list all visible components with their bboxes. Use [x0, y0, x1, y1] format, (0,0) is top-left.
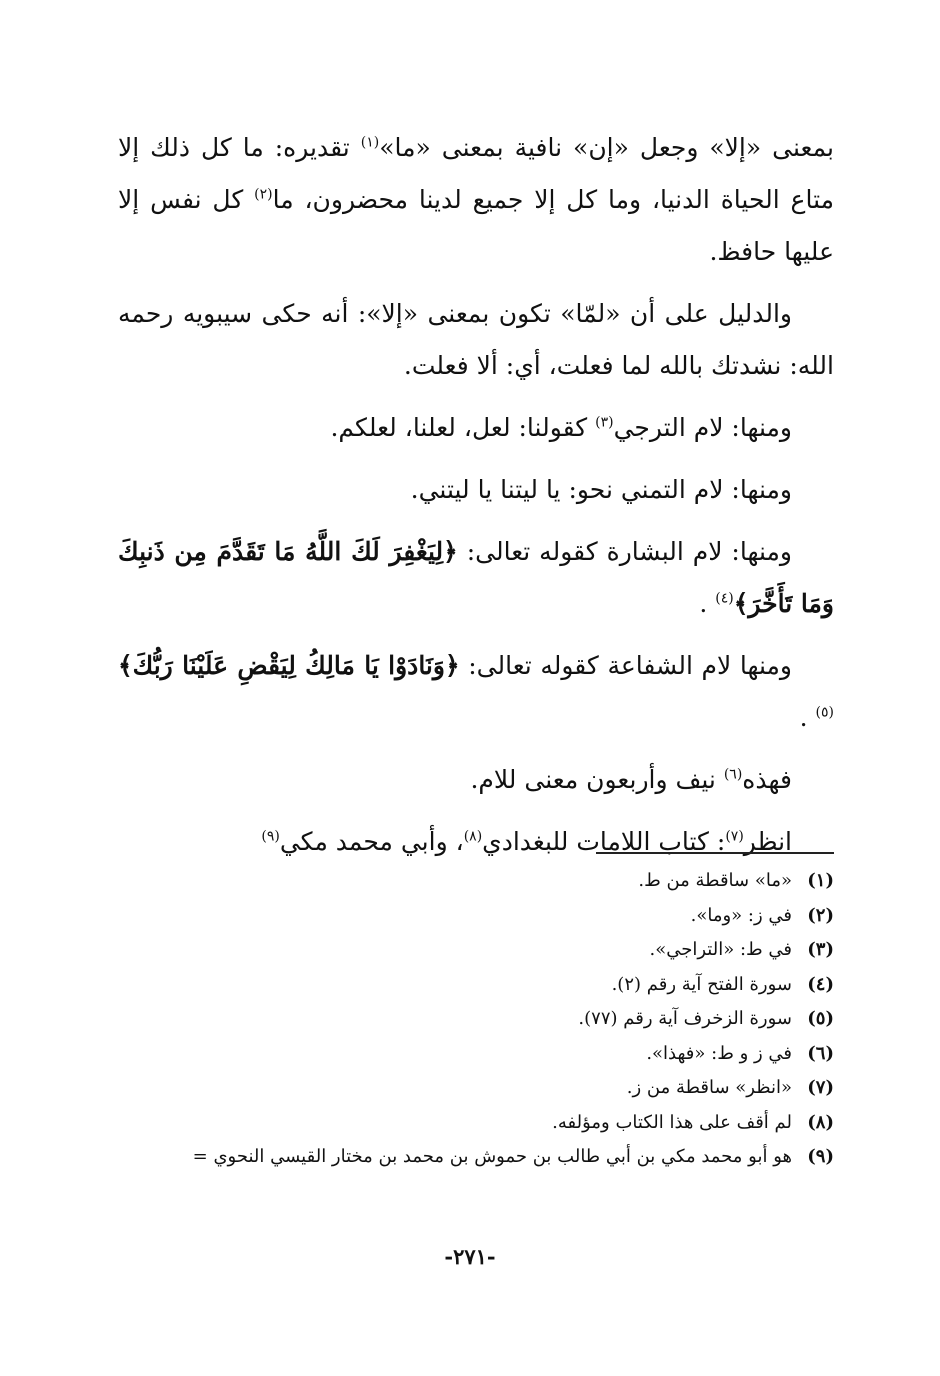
footnote-text: «ما» ساقطة من ط. [638, 870, 792, 891]
text-span: بمعنى «إلا» وجعل «إن» نافية بمعنى «ما» [379, 133, 834, 162]
paragraph-3 [118, 402, 834, 454]
text-span: فهذه [742, 765, 792, 794]
text-span: كقولنا: لعل، لعلنا، لعلكم. [330, 413, 596, 442]
text-span: ومنها لام الشفاعة كقوله تعالى: [459, 651, 792, 680]
paragraph-7 [118, 754, 834, 806]
footnote-ref: (٩) [261, 828, 280, 845]
text-span: ومنها: لام البشارة كقوله تعالى: [457, 537, 792, 566]
footnote-ref: (٦) [723, 766, 743, 783]
footnote-text: لم أقف على هذا الكتاب ومؤلفه. [552, 1111, 792, 1133]
footnote-number: (٤) [807, 973, 834, 995]
quran-verse: ﴿وَنَادَوْا يَا مَالِكُ لِيَقْضِ عَلَيْنَا رَبُّكَ﴾ [118, 651, 460, 680]
footnote-text: «انظر» ساقطة من ز. [626, 1077, 792, 1098]
footnote-number: (٧) [807, 1077, 834, 1098]
footnote-item [100, 864, 834, 899]
footnote-number: (٣) [807, 939, 834, 960]
footnote-number: (٥) [807, 1008, 834, 1029]
footnotes [100, 864, 834, 1175]
footnote-item [100, 899, 834, 934]
text-span: ومنها: لام التمني نحو: يا ليتنا يا ليتني. [410, 475, 792, 504]
footnote-text: سورة الفتح آية رقم (٢). [611, 973, 792, 995]
footnote-text: سورة الزخرف آية رقم (٧٧). [578, 1008, 792, 1029]
text-span: كل نفس إلا عليها حافظ. [118, 185, 834, 266]
footnote-divider [596, 852, 834, 854]
quran-verse: ﴿لِيَغْفِرَ لَكَ اللَّهُ مَا تَقَدَّمَ مِن ذَنبِكَ وَمَا تَأَخَّرَ﴾ [118, 537, 834, 618]
text-span: والدليل على أن «لمّا» تكون بمعنى «إلا»: أنه حكى سيبويه رحمه الله: نشدتك بالله لما فعلت، أي: ألا فعلت. [118, 299, 834, 380]
footnote-item [100, 933, 834, 968]
footnote-number: (١) [807, 870, 834, 891]
footnote-item [100, 968, 834, 1003]
text-span: . [799, 703, 816, 732]
paragraph-6 [118, 640, 834, 744]
footnote-ref: (٣) [595, 414, 614, 431]
footnote-text: هو أبو محمد مكي بن أبي طالب بن حموش بن محمد بن مختار القيسي النحوي = [192, 1146, 792, 1167]
footnote-ref: (٤) [715, 590, 734, 607]
footnote-number: (٦) [807, 1042, 834, 1064]
paragraph-5 [118, 526, 834, 630]
text-span: انظر [743, 827, 792, 856]
footnote-number: (٩) [807, 1146, 834, 1167]
footnote-ref: (٥) [815, 704, 834, 721]
paragraph-1 [118, 122, 834, 278]
footnote-text: في ط: «التراجي». [649, 939, 792, 960]
footnote-number: (٨) [807, 1111, 834, 1133]
text-span: : كتاب اللامات للبغدادي [482, 827, 726, 856]
text-span: . [699, 589, 716, 618]
footnote-ref: (٧) [725, 828, 744, 845]
footnote-ref: (٨) [463, 828, 483, 845]
footnote-number: (٢) [807, 904, 834, 926]
footnote-item [100, 1037, 834, 1072]
paragraph-4 [118, 464, 834, 516]
footnote-item [100, 1002, 834, 1037]
footnote-text: في ز و ط: «فهذا». [646, 1042, 792, 1064]
footnote-item [100, 1140, 834, 1175]
text-span: ومنها: لام الترجي [613, 413, 792, 442]
footnote-ref: (١) [360, 134, 380, 151]
footnote-item [100, 1071, 834, 1106]
main-text [118, 122, 834, 878]
footnote-text: في ز: «وما». [690, 904, 792, 926]
text-span: نيف وأربعون معنى للام. [470, 765, 724, 794]
text-span: ، وأبي محمد مكي [279, 827, 464, 856]
paragraph-2 [118, 288, 834, 392]
footnote-item [100, 1106, 834, 1141]
paragraph-8 [118, 816, 834, 868]
footnote-ref: (٢) [254, 186, 273, 203]
text-span: تقديره: ما كل ذلك إلا متاع الحياة الدنيا، وما كل إلا جميع لدينا محضرون، ما [118, 133, 835, 214]
page-number: -٢٧١- [444, 1244, 496, 1269]
